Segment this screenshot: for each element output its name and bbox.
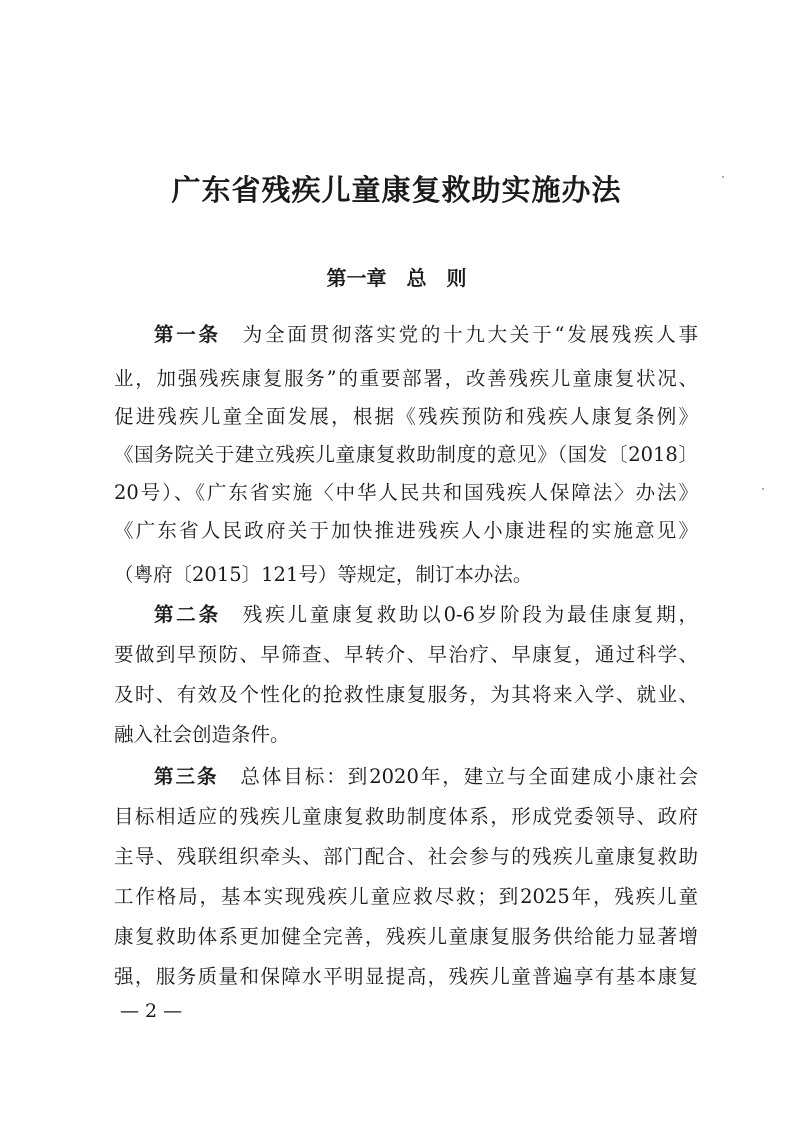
article-3-text: 总体目标：到2020年，建立与全面建成小康社会 <box>240 765 698 788</box>
article-1-line-7: （粤府〔2015〕121号）等规定，制订本办法。 <box>114 563 533 586</box>
article-1-line-2: 业，加强残疾康复服务”的重要部署，改善残疾儿童康复状况、 <box>114 367 698 390</box>
article-1-line-1 <box>154 320 698 350</box>
document-title: 广东省残疾儿童康复救助实施办法 <box>171 173 622 207</box>
article-3-label: 第三条 <box>154 765 219 788</box>
article-1-text: 为全面贯彻落实党的十九大关于“发展残疾人事 <box>242 323 698 346</box>
article-1-line-4: 《国务院关于建立残疾儿童康复救助制度的意见》（国发〔2018〕 <box>114 443 698 466</box>
article-3-line-2: 目标相适应的残疾儿童康复救助制度体系，形成党委领导、政府 <box>114 805 698 828</box>
article-2-line-3: 及时、有效及个性化的抢救性康复服务，为其将来入学、就业、 <box>114 683 698 706</box>
chapter-heading: 第一章 总 则 <box>326 266 467 290</box>
article-1-line-5: 20号）、《广东省实施〈中华人民共和国残疾人保障法〉办法》 <box>114 481 698 504</box>
article-1-label: 第一条 <box>154 323 221 346</box>
article-3-line-4: 工作格局，基本实现残疾儿童应救尽救；到2025年，残疾儿童 <box>114 885 698 908</box>
page-number: — 2 — <box>120 1000 183 1022</box>
article-2-line-2: 要做到早预防、早筛查、早转介、早治疗、早康复，通过科学、 <box>114 643 698 666</box>
scan-speck <box>722 176 724 178</box>
article-3-line-1 <box>154 762 698 792</box>
article-2-label: 第二条 <box>154 603 221 626</box>
article-1-line-6: 《广东省人民政府关于加快推进残疾人小康进程的实施意见》 <box>114 519 698 542</box>
article-3-line-3: 主导、残联组织牵头、部门配合、社会参与的残疾儿童康复救助 <box>114 845 698 868</box>
article-2-text: 残疾儿童康复救助以0-6岁阶段为最佳康复期， <box>242 603 698 626</box>
article-2-line-1 <box>154 600 698 630</box>
article-1-line-3: 促进残疾儿童全面发展，根据《残疾预防和残疾人康复条例》 <box>114 405 698 428</box>
article-3-line-6: 强，服务质量和保障水平明显提高，残疾儿童普遍享有基本康复 <box>114 965 698 988</box>
article-2-line-4: 融入社会创造条件。 <box>114 723 290 746</box>
article-3-line-5: 康复救助体系更加健全完善，残疾儿童康复服务供给能力显著增 <box>114 925 698 948</box>
scan-speck <box>762 488 764 490</box>
